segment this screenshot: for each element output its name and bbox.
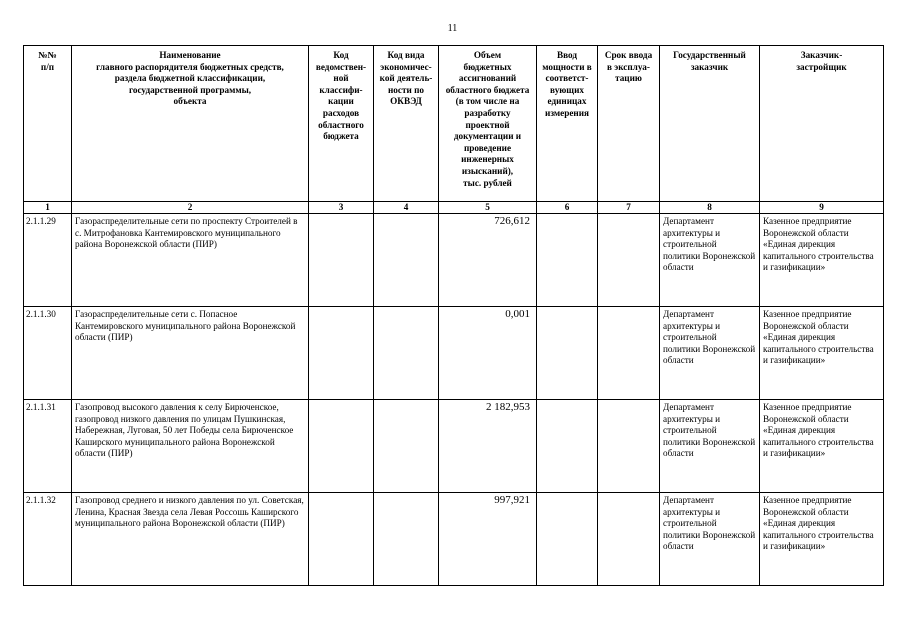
customer-developer: Казенное предприятие Воронежской области «Единая дирекция капитального строительства и газификации» [760,214,884,307]
commissioning-term [598,214,660,307]
capacity [537,493,598,586]
customer-developer: Казенное предприятие Воронежской области «Единая дирекция капитального строительства и газификации» [760,493,884,586]
column-number: 7 [598,202,660,214]
column-number: 8 [660,202,760,214]
header-developer: Заказчик- застройщик [760,46,884,202]
header-okved-code: Код вида экономичес- кой деятель- ности по ОКВЭД [374,46,439,202]
okved-code [374,307,439,400]
budget-amount: 726,612 [439,214,537,307]
header-amount: Объем бюджетных ассигнований областного бюджета (в том числе на разработку проектной документации и проведение инженерных изысканий), тыс. рублей [439,46,537,202]
state-customer: Департамент архитектуры и строительной политики Воронежской области [660,400,760,493]
table-row [24,400,884,493]
table-row [24,307,884,400]
row-number: 2.1.1.31 [24,400,72,493]
capacity [537,307,598,400]
header-customer: Государственный заказчик [660,46,760,202]
row-number: 2.1.1.30 [24,307,72,400]
column-number: 5 [439,202,537,214]
column-number: 4 [374,202,439,214]
header-row [24,46,884,202]
object-name: Газопровод среднего и низкого давления по ул. Советская, Ленина, Красная Звезда села Левая Россошь Каширского муниципального района Воронежской области (ПИР) [72,493,309,586]
okved-code [374,493,439,586]
dept-code [309,214,374,307]
dept-code [309,400,374,493]
column-number: 1 [24,202,72,214]
header-name: Наименование главного распорядителя бюджетных средств, раздела бюджетной классификации, государственной программы, объекта [72,46,309,202]
dept-code [309,307,374,400]
column-number: 3 [309,202,374,214]
capacity [537,400,598,493]
customer-developer: Казенное предприятие Воронежской области «Единая дирекция капитального строительства и газификации» [760,400,884,493]
object-name: Газораспределительные сети с. Попасное Кантемировского муниципального района Воронежской области (ПИР) [72,307,309,400]
commissioning-term [598,400,660,493]
column-number: 2 [72,202,309,214]
okved-code [374,400,439,493]
page-number: 11 [447,23,458,34]
budget-objects-table [23,45,884,586]
column-number-row [24,202,884,214]
header-dept-code: Код ведомствен- ной классифи- кации расходов областного бюджета [309,46,374,202]
state-customer: Департамент архитектуры и строительной политики Воронежской области [660,307,760,400]
row-number: 2.1.1.32 [24,493,72,586]
okved-code [374,214,439,307]
budget-amount: 997,921 [439,493,537,586]
budget-amount: 0,001 [439,307,537,400]
dept-code [309,493,374,586]
header-capacity: Ввод мощности в соответст- вующих единицах измерения [537,46,598,202]
column-number: 6 [537,202,598,214]
commissioning-term [598,493,660,586]
object-name: Газопровод высокого давления к селу Бирюченское, газопровод низкого давления по улицам Пушкинская, Набережная, Луговая, 50 лет Победы села Бирюченское Каширского муниципального района Воронежской области (ПИР) [72,400,309,493]
column-number: 9 [760,202,884,214]
state-customer: Департамент архитектуры и строительной политики Воронежской области [660,493,760,586]
table-row [24,493,884,586]
commissioning-term [598,307,660,400]
capacity [537,214,598,307]
state-customer: Департамент архитектуры и строительной политики Воронежской области [660,214,760,307]
header-term: Срок ввода в эксплуа- тацию [598,46,660,202]
budget-amount: 2 182,953 [439,400,537,493]
customer-developer: Казенное предприятие Воронежской области «Единая дирекция капитального строительства и газификации» [760,307,884,400]
table-row [24,214,884,307]
header-number: №№ п/п [24,46,72,202]
object-name: Газораспределительные сети по проспекту Строителей в с. Митрофановка Кантемировского муниципального района Воронежской области (ПИР) [72,214,309,307]
row-number: 2.1.1.29 [24,214,72,307]
